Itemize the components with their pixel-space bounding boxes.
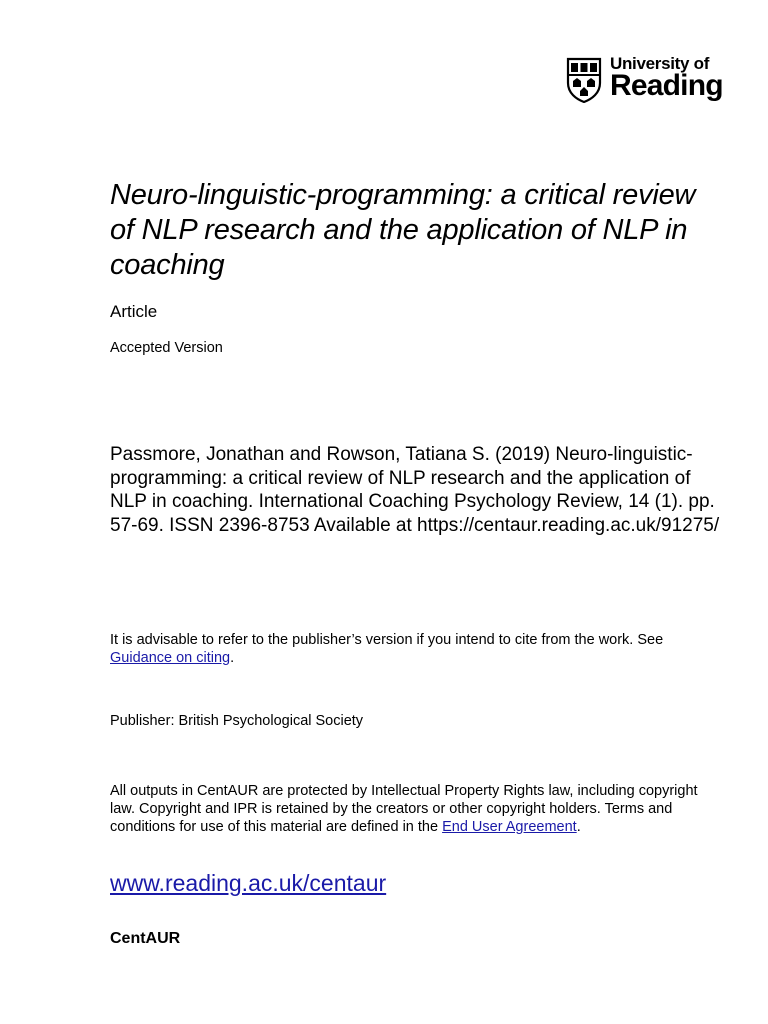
rights-text: All outputs in CentAUR are protected by Intellectual Property Rights law, including copyright law. Copyright and IPR is retained by the creators or other copyright holders. Terms and conditions for use of this material are defined in the [110, 783, 698, 835]
version-label: Accepted Version [110, 340, 223, 356]
article-title: Neuro-linguistic-programming: a critical review of NLP research and the application of NLP in coaching [110, 179, 696, 281]
logo-reading: Reading [610, 69, 723, 102]
university-logo [566, 55, 726, 105]
citation-advice [110, 631, 710, 667]
logo-university-of: University of [610, 54, 710, 73]
end-user-agreement-link[interactable]: End User Agreement [442, 819, 577, 835]
guidance-on-citing-link[interactable]: Guidance on citing [110, 650, 231, 666]
advice-end: . [230, 650, 235, 666]
centaur-website-link[interactable]: www.reading.ac.uk/centaur [110, 870, 387, 896]
rights-end: . [576, 819, 581, 835]
citation: Passmore, Jonathan and Rowson, Tatiana S. (2019) Neuro-linguistic-programming: a critical review of NLP research and the application of NLP in coaching. International Coaching Psychology Review, 14 (1). pp. 57-69. ISSN 2396-8753 Available at https://centaur.reading.ac.uk/91275/ [110, 444, 720, 536]
advice-text: It is advisable to refer to the publisher’s version if you intend to cite from the work. See [110, 632, 664, 648]
rights-statement [110, 782, 710, 836]
item-type: Article [110, 302, 158, 321]
publisher: Publisher: British Psychological Society [110, 713, 364, 729]
university-crest-icon [566, 57, 602, 103]
repository-name: CentAUR [110, 930, 181, 947]
